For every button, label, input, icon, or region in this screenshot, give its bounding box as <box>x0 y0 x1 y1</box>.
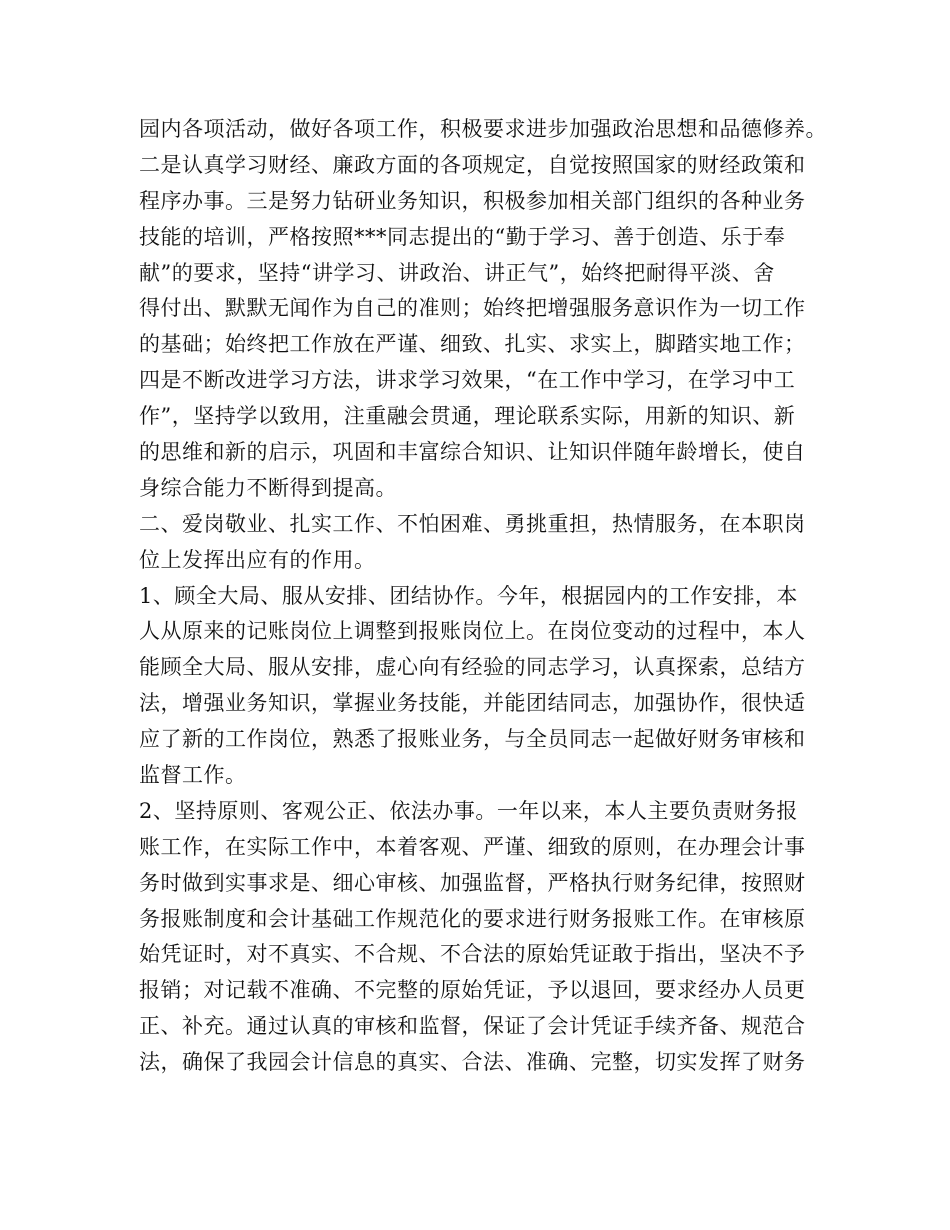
text-line: 账工作，在实际工作中，本着客观、严谨、细致的原则，在办理会计事 <box>139 834 806 859</box>
text-line: 的基础；始终把工作放在严谨、细致、扎实、求实上，脚踏实地工作； <box>139 332 806 357</box>
text-line: 人从原来的记账岗位上调整到报账岗位上。在岗位变动的过程中，本人 <box>139 619 806 644</box>
text-line: 始凭证时，对不真实、不合规、不合法的原始凭证敢于指出，坚决不予 <box>139 942 806 967</box>
text-line: 程序办事。三是努力钻研业务知识，积极参加相关部门组织的各种业务 <box>139 188 806 213</box>
text-line: 务时做到实事求是、细心审核、加强监督，严格执行财务纪律，按照财 <box>139 870 806 895</box>
text-line: 技能的培训，严格按照***同志提出的“勤于学习、善于创造、乐于奉 <box>139 224 786 249</box>
text-line: 务报账制度和会计基础工作规范化的要求进行财务报账工作。在审核原 <box>139 906 806 931</box>
text-line: 法，确保了我园会计信息的真实、合法、准确、完整，切实发挥了财务 <box>139 1050 806 1075</box>
text-line: 四是不断改进学习方法，讲求学习效果，“在工作中学习，在学习中工 <box>139 368 796 393</box>
text-line: 监督工作。 <box>139 763 247 788</box>
document-body <box>139 112 839 1081</box>
text-line: 二、爱岗敬业、扎实工作、不怕困难、勇挑重担，热情服务，在本职岗 <box>139 511 806 536</box>
text-line: 正、补充。通过认真的审核和监督，保证了会计凭证手续齐备、规范合 <box>139 1014 806 1039</box>
text-line: 得付出、默默无闻作为自己的准则；始终把增强服务意识作为一切工作 <box>139 296 806 321</box>
text-line: 作”，坚持学以致用，注重融会贯通，理论联系实际，用新的知识、新 <box>139 404 796 429</box>
text-line: 身综合能力不断得到提高。 <box>139 475 397 500</box>
text-line: 二是认真学习财经、廉政方面的各项规定，自觉按照国家的财经政策和 <box>139 152 806 177</box>
text-line: 的思维和新的启示，巩固和丰富综合知识、让知识伴随年龄增长，使自 <box>139 440 806 465</box>
text-line: 献”的要求，坚持“讲学习、讲政治、讲正气”，始终把耐得平淡、舍 <box>139 260 775 285</box>
text-line: 应了新的工作岗位，熟悉了报账业务，与全员同志一起做好财务审核和 <box>139 727 806 752</box>
text-line: 2、坚持原则、客观公正、依法办事。一年以来，本人主要负责财务报 <box>139 798 798 823</box>
text-line: 园内各项活动，做好各项工作，积极要求进步加强政治思想和品德修养。 <box>139 117 827 141</box>
text-line: 能顾全大局、服从安排，虚心向有经验的同志学习，认真探索，总结方 <box>139 655 806 680</box>
text-line: 1、顾全大局、服从安排、团结协作。今年，根据园内的工作安排，本 <box>139 583 798 608</box>
text-line: 法，增强业务知识，掌握业务技能，并能团结同志，加强协作，很快适 <box>139 691 806 716</box>
text-line: 报销；对记载不准确、不完整的原始凭证，予以退回，要求经办人员更 <box>139 978 806 1003</box>
text-line: 位上发挥出应有的作用。 <box>139 547 376 572</box>
